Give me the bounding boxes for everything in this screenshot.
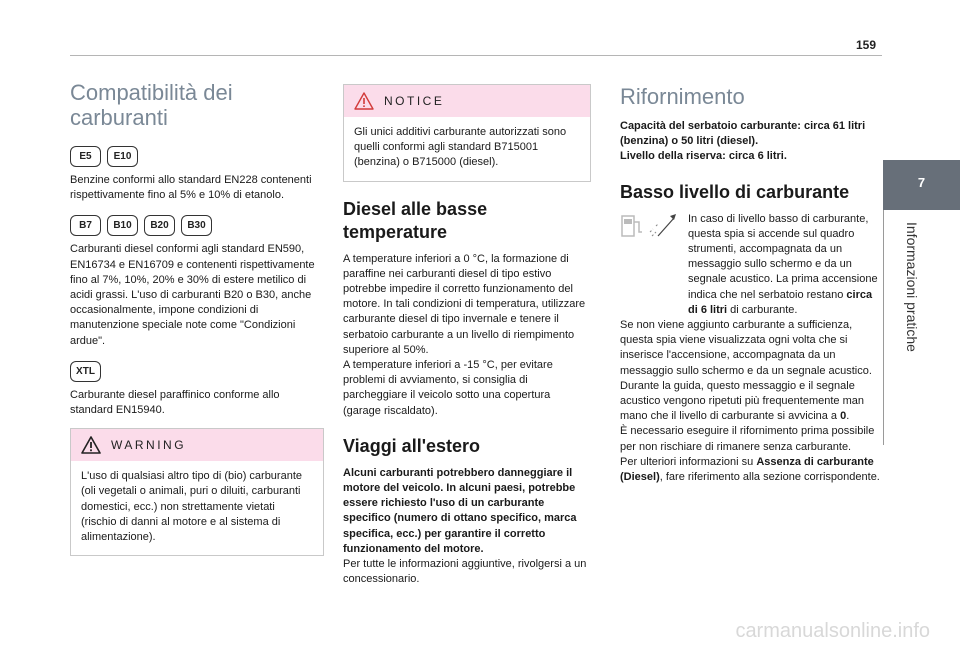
- section-title-diesel-cold: Diesel alle basse temperature: [343, 198, 488, 242]
- warning-header: [71, 429, 323, 461]
- section-title-abroad: Viaggi all'estero: [343, 435, 481, 456]
- warning-title: WARNING: [111, 438, 187, 453]
- fuel-badge-xtl: XTL: [70, 361, 101, 382]
- low-fuel-reserve-bold: circa di 6 litri: [688, 288, 873, 316]
- section-title-refuelling: Rifornimento: [620, 84, 745, 109]
- badge-row-petrol: [70, 146, 324, 167]
- abroad-bold-paragraph: Alcuni carburanti potrebbero danneggiare il motore del veicolo. In alcuni paesi, potrebbe essere richiesto l'uso di un carburante specifico (numero di ottano specifico, marca specifica, ecc.) per garantire il corretto funzionamento del motore.: [343, 466, 577, 555]
- page-number: 159: [855, 38, 876, 52]
- notice-header: [344, 85, 590, 117]
- chapter-number: 7: [917, 175, 926, 190]
- petrol-paragraph: Benzine conformi allo standard EN228 contenenti rispettivamente fino al 5% e 10% di etanolo.: [70, 174, 312, 202]
- low-fuel-icon: [620, 212, 682, 240]
- watermark: carmanualsonline.info: [735, 620, 930, 642]
- notice-text: Gli unici additivi carburante autorizzati sono quelli conformi agli standard B715001 (benzina) o B715000 (diesel).: [354, 126, 567, 169]
- warning-text: L'uso di qualsiasi altro tipo di (bio) carburante (oli vegetali o animali, puri o diluiti, carburanti domestici, ecc.) non strettamente vietati (rischio di danni al motore e al sistema di alimentazione).: [81, 470, 302, 544]
- badge-row-xtl: [70, 361, 324, 382]
- badge-row-diesel: [70, 215, 324, 236]
- chapter-label: Informazioni pratiche: [904, 222, 920, 352]
- top-rule: [70, 55, 882, 56]
- fuel-badge-b30: B30: [181, 215, 212, 236]
- fuel-badge-b7: B7: [70, 215, 101, 236]
- warning-box: [70, 428, 324, 556]
- tank-capacity: Capacità del serbatoio carburante: circa 61 litri (benzina) o 50 litri (diesel).: [620, 120, 866, 148]
- fuel-badge-b10: B10: [107, 215, 138, 236]
- diesel-paragraph: Carburanti diesel conformi agli standard EN590, EN16734 e EN16709 e contenenti rispettivamente fino al 7%, 10%, 20% e 30% di estere metilico di acidi grassi. L'uso di carburanti B20 o B30, anche occasionalmente, impone condizioni di manutenzione speciale note come "Condizioni ardue".: [70, 243, 315, 347]
- column-refuelling: [620, 80, 882, 485]
- low-fuel-intro: In caso di livello basso di carburante, questa spia si accende sul quadro strumenti, accompagnata da un messaggio sullo schermo e da un segnale acustico. La prima accensione indica che nel serbatoio restano circa di 6 litri di carburante.: [688, 212, 878, 316]
- low-fuel-block: [620, 212, 882, 318]
- notice-title: NOTICE: [384, 94, 445, 108]
- cross-reference-link[interactable]: Assenza di carburante (Diesel): [620, 455, 874, 484]
- low-fuel-paragraph-4: Per ulteriori informazioni su Assenza di carburante (Diesel), fare riferimento alla sezione corrispondente.: [620, 455, 880, 484]
- diesel-cold-paragraph-1: A temperature inferiori a 0 °C, la formazione di paraffine nei carburanti diesel di tipo estivo potrebbe impedire il corretto funzionamento del motore. In tali condizioni di temperatura, utilizzare carburante diesel di tipo invernale e tenere il serbatoio carburante a un livello di riempimento superiore al 50%.: [343, 252, 586, 356]
- fuel-badge-e5: E5: [70, 146, 101, 167]
- xtl-paragraph: Carburante diesel paraffinico conforme allo standard EN15940.: [70, 388, 280, 417]
- section-title-compatibility: Compatibilità dei carburanti: [70, 80, 233, 130]
- column-diesel: [343, 80, 591, 587]
- reserve-level: Livello della riserva: circa 6 litri.: [620, 150, 787, 163]
- chapter-tab[interactable]: [883, 160, 960, 210]
- warning-triangle-icon: [81, 436, 101, 454]
- chapter-rail: [883, 210, 884, 445]
- diesel-cold-paragraph-2: A temperature inferiori a -15 °C, per evitare problemi di avviamento, si consiglia di parcheggiare il veicolo sotto una copertura (garage riscaldato).: [343, 359, 553, 417]
- low-fuel-paragraph-3: È necessario eseguire il rifornimento prima possibile per non rischiare di rimanere senza carburante.: [620, 425, 875, 453]
- section-title-low-fuel: Basso livello di carburante: [620, 181, 850, 202]
- abroad-paragraph: Per tutte le informazioni aggiuntive, rivolgersi a un concessionario.: [343, 558, 587, 586]
- fuel-badge-b20: B20: [144, 215, 175, 236]
- low-fuel-paragraph-2: Se non viene aggiunto carburante a sufficienza, questa spia viene visualizzata ogni volta che si inserisce l'accensione, accompagnata da un messaggio sullo schermo e da un segnale acustico. Durante la guida, questo messaggio e il segnale acustico vengono ripetuti più frequentemente man mano che il livello di carburante si avvicina a 0.: [620, 319, 872, 423]
- notice-box: [343, 84, 591, 182]
- fuel-badge-e10: E10: [107, 146, 138, 167]
- notice-triangle-icon: [354, 92, 374, 110]
- column-fuel-compatibility: [70, 80, 324, 556]
